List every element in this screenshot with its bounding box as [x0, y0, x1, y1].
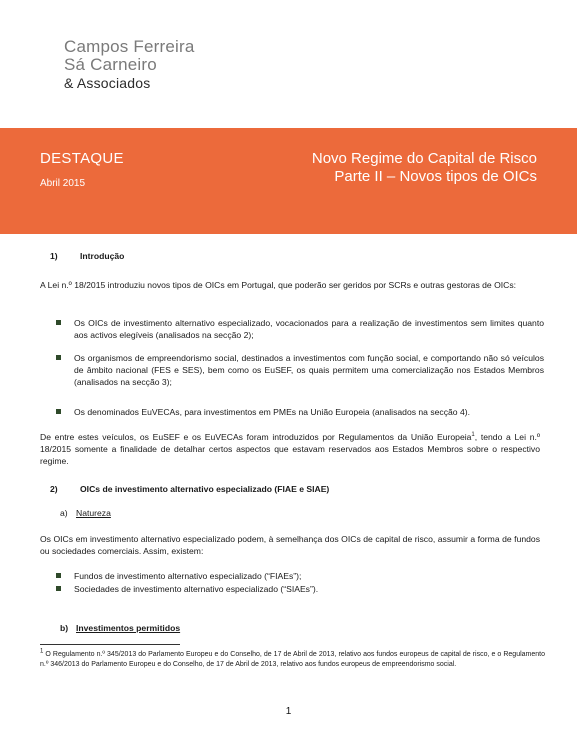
subsection-letter: a)	[60, 508, 68, 518]
bullet-square-icon	[56, 355, 61, 360]
banner-tag: DESTAQUE	[40, 150, 124, 167]
subsection-title: Natureza	[76, 508, 111, 518]
section-1-bullet: Os denominados EuVECAs, para investimentos em PMEs na União Europeia (analisados na secção 4).	[74, 407, 470, 417]
subsection-title: Investimentos permitidos	[76, 623, 181, 633]
subsection-b-heading	[60, 622, 180, 634]
firm-logo	[64, 38, 195, 92]
section-2-heading	[50, 483, 329, 495]
closing-text-a: De entre estes veículos, os EuSEF e os EuVECAs foram introduzidos por Regulamentos da União Europeia	[40, 432, 472, 442]
logo-line-3: & Associados	[64, 75, 151, 91]
footnote	[40, 650, 545, 670]
bullet-square-icon	[56, 320, 61, 325]
banner-title-line-2: Parte II – Novos tipos de OICs	[334, 168, 537, 185]
bullet-square-icon	[56, 409, 61, 414]
section-2-bullet: Sociedades de investimento alternativo especializado (“SIAEs”).	[74, 584, 319, 594]
section-1-bullet: Os organismos de empreendorismo social, destinados a investimentos com função social, e comportando não só veículos de âmbito nacional (FES e SES), bem como os EuSEF, os quais permitem uma comercialização nos Estados Membros (analisados na secção 3);	[74, 353, 544, 387]
section-1-closing	[40, 431, 540, 467]
header-banner	[0, 128, 577, 234]
logo-line-1: Campos Ferreira	[64, 37, 195, 56]
section-title: Introdução	[80, 251, 125, 261]
footnote-reference[interactable]: 1	[471, 432, 475, 439]
subsection-a-heading	[60, 507, 111, 519]
logo-line-2: Sá Carneiro	[64, 55, 157, 74]
bullet-square-icon	[56, 573, 61, 578]
section-number: 2)	[50, 484, 58, 494]
closing-text-b: , tendo a Lei n.º 18/2015 somente a finalidade de detalhar certos aspectos que estavam reservados aos Estados Membros sobre o respectivo regime.	[40, 432, 541, 466]
section-title: OICs de investimento alternativo especializado (FIAE e SIAE)	[80, 484, 330, 494]
bullet-square-icon	[56, 586, 61, 591]
banner-title-line-1: Novo Regime do Capital de Risco	[311, 150, 537, 167]
subsection-letter: b)	[60, 623, 69, 633]
section-2-bullet: Fundos de investimento alternativo especializado (“FIAEs”);	[74, 571, 302, 581]
section-1-intro: A Lei n.º 18/2015 introduziu novos tipos de OICs em Portugal, que poderão ser geridos por SCRs e outras gestoras de OICs:	[40, 280, 517, 290]
section-1-heading	[50, 250, 124, 262]
page-number: 1	[285, 706, 292, 717]
section-number: 1)	[50, 251, 58, 261]
footnote-divider	[40, 644, 180, 645]
section-1-bullet: Os OICs de investimento alternativo especializado, vocacionados para a realização de investimentos sem limites quanto aos activos elegíveis (analisados na secção 2);	[74, 318, 544, 340]
footnote-text: O Regulamento n.º 345/2013 do Parlamento Europeu e do Conselho, de 17 de Abril de 2013, relativo aos fundos europeus de capital de risco, e o Regulamento n.º 346/2013 do Parlamento Europeu e do Conselho, de 17 de Abril de 2013, relativo aos fundos europeus de empreendorismo social.	[40, 651, 545, 668]
banner-date: Abril 2015	[40, 178, 86, 189]
footnote-mark: 1	[40, 648, 44, 655]
section-2-paragraph: Os OICs em investimento alternativo especializado podem, à semelhança dos OICs de capital de risco, assumir a forma de fundos ou sociedades comerciais. Assim, existem:	[40, 534, 540, 556]
